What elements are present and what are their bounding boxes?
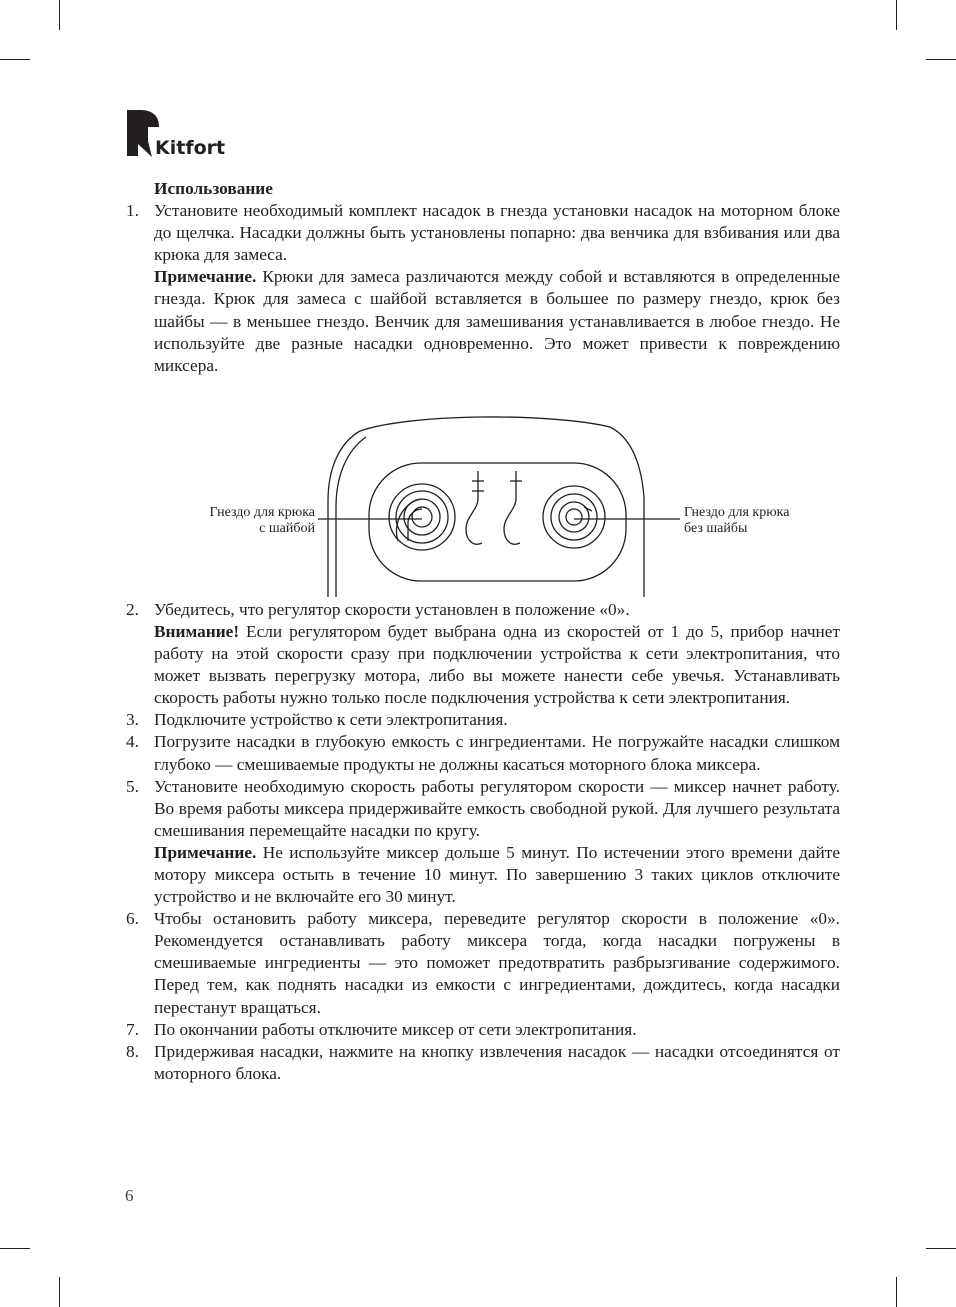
step-text: Погрузите насадки в глубокую емкость с ингредиентами. Не погружайте насадки слишком глубоко — смешиваемые продукты не должны касаться моторного блока миксера. [154,732,840,774]
crop-mark [896,1277,897,1307]
main-content [122,178,840,1085]
list-item [122,1019,840,1041]
crop-mark [59,0,60,30]
step-text: Установите необходимую скорость работы регулятором скорости — миксер начнет работу. Во время работы миксера придерживайте емкость свободной рукой. Для лучшего результата смешивания перемещайте насадки по кругу. [154,776,840,840]
note-label: Примечание. [154,842,257,862]
step-text: По окончании работы отключите миксер от сети электропитания. [154,1019,637,1039]
label-line: Гнездо для крюка [684,504,790,520]
mixer-socket-figure [122,377,840,599]
step-text: Придерживая насадки, нажмите на кнопку извлечения насадок — насадки отсоединятся от моторного блока. [154,1041,840,1083]
crop-mark [926,59,956,60]
step-text: Убедитесь, что регулятор скорости установлен в положение «0». [154,599,630,619]
mixer-socket-illustration [122,391,840,599]
step-number: 6. [126,909,139,929]
list-item [122,200,840,377]
label-line: Гнездо для крюка [209,504,315,520]
step-number: 7. [126,1019,139,1039]
label-line: с шайбой [259,520,315,536]
note-text: Если регулятором будет выбрана одна из скоростей от 1 до 5, прибор начнет работу на этой скорости сразу при подключении устройства к сети электропитания, что может вызвать перегрузку мотора, либо вы можете нанести себе увечья. Устанавливать скорость работы нужно только после подключения устройства к сети электропитания. [154,621,840,708]
list-item [122,599,840,709]
kitfort-logo [126,108,246,160]
step-number: 1. [126,201,139,221]
label-socket-with-washer [182,505,315,537]
step-number: 2. [126,599,139,619]
step-note [154,266,840,376]
list-item [122,908,840,1018]
crop-mark [0,59,30,60]
crop-mark [926,1248,956,1249]
list-item [122,1041,840,1085]
note-text: Крюки для замеса различаются между собой и вставляются в определенные гнезда. Крюк для замеса с шайбой вставляется в большее по размеру гнездо, крюк без шайбы — в меньшее гнездо. Венчик для замешивания устанавливается в любое гнездо. Не используйте две разные насадки одновременно. Это может привести к повреждению миксера. [154,267,840,375]
label-line: без шайбы [684,520,748,536]
crop-mark [59,1277,60,1307]
step-number: 4. [126,732,139,752]
crop-mark [896,0,897,30]
step-number: 8. [126,1041,139,1061]
brand-name: Kitfort [155,137,226,159]
note-label: Внимание! [154,621,240,641]
note-label: Примечание. [154,267,257,287]
step-number: 5. [126,776,139,796]
step-number: 3. [126,710,139,730]
list-item [122,731,840,775]
step-note [154,621,840,709]
list-item [122,776,840,909]
step-text: Установите необходимый комплект насадок в гнезда установки насадок на моторном блоке до щелчка. Насадки должны быть установлены попарно: два венчика для взбивания или два крюка для замеса. [154,201,840,265]
step-text: Чтобы остановить работу миксера, переведите регулятор скорости в положение «0». Рекомендуется останавливать работу миксера тогда, когда насадки погружены в смешиваемые ингредиенты — это поможет предотвратить разбрызгивание содержимого. Перед тем, как поднять насадки из емкости с ингредиентами, дождитесь, когда насадки перестанут вращаться. [154,909,840,1017]
step-text: Подключите устройство к сети электропитания. [154,710,508,730]
step-note [154,842,840,908]
label-socket-without-washer [684,505,834,537]
crop-mark [0,1248,30,1249]
list-item [122,709,840,731]
note-text: Не используйте миксер дольше 5 минут. По истечении этого времени дайте мотору миксера остыть в течение 10 минут. По завершению 3 таких циклов отключите устройство и не включайте его 30 минут. [154,842,840,907]
page-number: 6 [125,1186,134,1205]
section-title: Использование [154,179,273,198]
